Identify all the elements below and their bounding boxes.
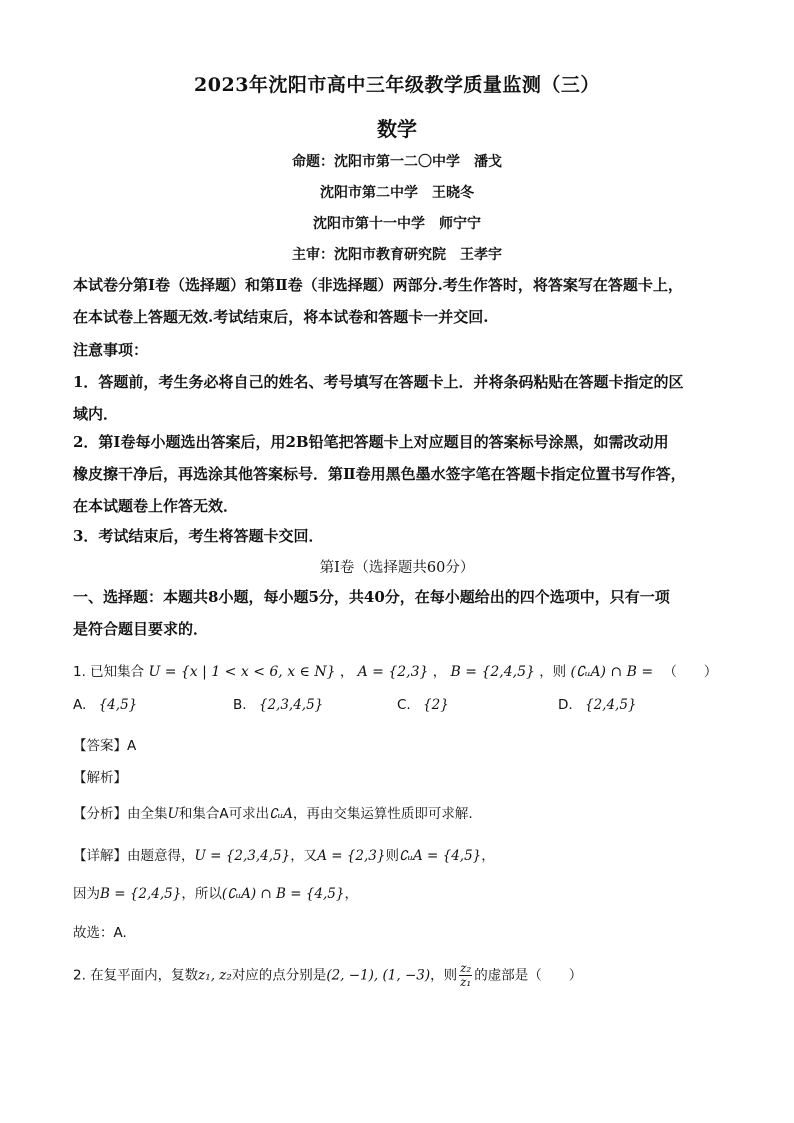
answer-tag: 【答案】 (73, 738, 127, 754)
q2-text: 的虚部是（ ） (474, 967, 583, 984)
because-text: ，所以 (181, 886, 222, 902)
reviewer-line: 主审：沈阳市教育研究院 王孝宇 (292, 247, 502, 263)
fenxi-text: 和集合A可求出 (178, 806, 270, 822)
author-line: 命题：沈阳市第一二〇中学 潘戈 (292, 154, 502, 170)
answer-blank: （ ） (663, 664, 718, 680)
option-label: C. (397, 697, 411, 713)
detail-text: 则 (385, 848, 399, 864)
option-value: {2,4,5} (584, 697, 637, 713)
note-item-1 (73, 370, 728, 427)
fraction-numerator: z₂ (460, 961, 472, 975)
option-c (397, 697, 449, 713)
answer-value: A (127, 738, 137, 754)
detail-text: ，又 (290, 848, 318, 864)
because-text: 因为 (73, 886, 100, 902)
detail-text: ， (481, 848, 495, 864)
option-value: {2,3,4,5} (258, 697, 324, 713)
because-result: (∁ᵤA) ∩ B = {4,5} (221, 886, 345, 902)
intro-line: 在本试卷上答题无效.考试结束后，将本试卷和答题卡一并交回. (73, 308, 489, 326)
q2-text: 对应的点分别是 (231, 967, 327, 984)
detail-tag: 【详解】 (73, 848, 127, 864)
note-item-2 (73, 430, 728, 519)
intro-line: 本试卷分第Ⅰ卷（选择题）和第Ⅱ卷（非选择题）两部分.考生作答时，将答案写在答题卡上， (73, 276, 683, 294)
option-label: B. (233, 697, 247, 713)
choose-row: 故选：A. (73, 925, 127, 941)
then-text: ，则 (539, 664, 567, 680)
notes-heading: 注意事项： (73, 341, 149, 359)
set-U: U = {x | 1 < x < 6, x ∈ N} (148, 664, 336, 680)
fenxi-tag: 【分析】 (73, 806, 127, 822)
section-line: 是符合题目要求的． (73, 620, 209, 638)
fenxi-complement: ∁ᵤA (269, 806, 293, 822)
note-line: 2．第Ⅰ卷每小题选出答案后，用2B铅笔把答题卡上对应题目的答案标号涂黑，如需改动用 (73, 433, 669, 451)
q2-text: ，则 (430, 967, 458, 984)
author-line: 沈阳市第二中学 王晓冬 (320, 185, 474, 201)
note-line: 橡皮擦干净后，再选涂其他答案标号．第Ⅱ卷用黑色墨水签字笔在答题卡指定位置书写作答， (73, 465, 686, 483)
option-value: {2} (423, 697, 449, 713)
question-2-stem (73, 962, 582, 989)
section-line: 一、选择题：本题共8小题，每小题5分，共40分，在每小题给出的四个选项中，只有一项 (73, 588, 670, 606)
answer-row (73, 734, 136, 754)
detail-row (73, 844, 495, 864)
fraction-denominator: z₁ (460, 975, 472, 989)
note-line: 域内． (73, 405, 119, 423)
note-line: 在本试题卷上作答无效． (73, 497, 239, 515)
analysis-tag: 【解析】 (73, 770, 127, 786)
exam-title: 2023年沈阳市高中三年级教学质量监测（三） (194, 74, 600, 96)
option-label: A. (73, 697, 87, 713)
part1-heading: 第Ⅰ卷（选择题共60分） (319, 560, 475, 576)
question-1-stem: 1. 已知集合 U = {x | 1 < x < 6, x ∈ N} ， A = {2,3} ， B = {2,4,5} ，则 (∁ᵤA) ∩ B = （ ） (73, 664, 718, 680)
detail-text: 由题意得， (127, 848, 195, 864)
section-heading (73, 585, 728, 642)
fenxi-text: 由全集 (127, 806, 168, 822)
detail-set-U: U = {2,3,4,5} (194, 848, 291, 864)
option-a (73, 697, 137, 713)
complex-vars: z₁, z₂ (198, 967, 232, 984)
option-label: D. (558, 697, 573, 713)
question-number: 2. 在复平面内，复数 (73, 967, 199, 984)
because-set-B: B = {2,4,5} (100, 886, 182, 902)
detail-set-A: A = {2,3} (317, 848, 386, 864)
fenxi-set-U: U (167, 806, 179, 822)
option-value: {4,5} (98, 697, 138, 713)
fenxi-text: ，再由交集运算性质即可求解. (292, 806, 473, 822)
exam-subject: 数学 (377, 117, 417, 141)
option-b (233, 697, 323, 713)
note-line: 1．答题前，考生务必将自己的姓名、考号填写在答题卡上．并将条码粘贴在答题卡指定的区 (73, 373, 684, 391)
set-A: A = {2,3} (357, 664, 429, 680)
because-row (73, 882, 358, 902)
fraction (459, 962, 472, 989)
question-number: 1. 已知集合 (73, 664, 145, 680)
set-expression: (∁ᵤA) ∩ B = (570, 664, 654, 680)
because-text: ， (344, 886, 358, 902)
option-d (558, 697, 637, 713)
note-item-3: 3．考试结束后，考生将答题卡交回． (73, 527, 324, 545)
set-B: B = {2,4,5} (450, 664, 535, 680)
complex-points: (2, −1), (1, −3) (326, 967, 431, 984)
author-line: 沈阳市第十一中学 师宁宁 (313, 216, 481, 232)
intro-paragraph (73, 273, 728, 330)
detail-complement: ∁ᵤA = {4,5} (398, 848, 482, 864)
fenxi-row (73, 802, 473, 822)
